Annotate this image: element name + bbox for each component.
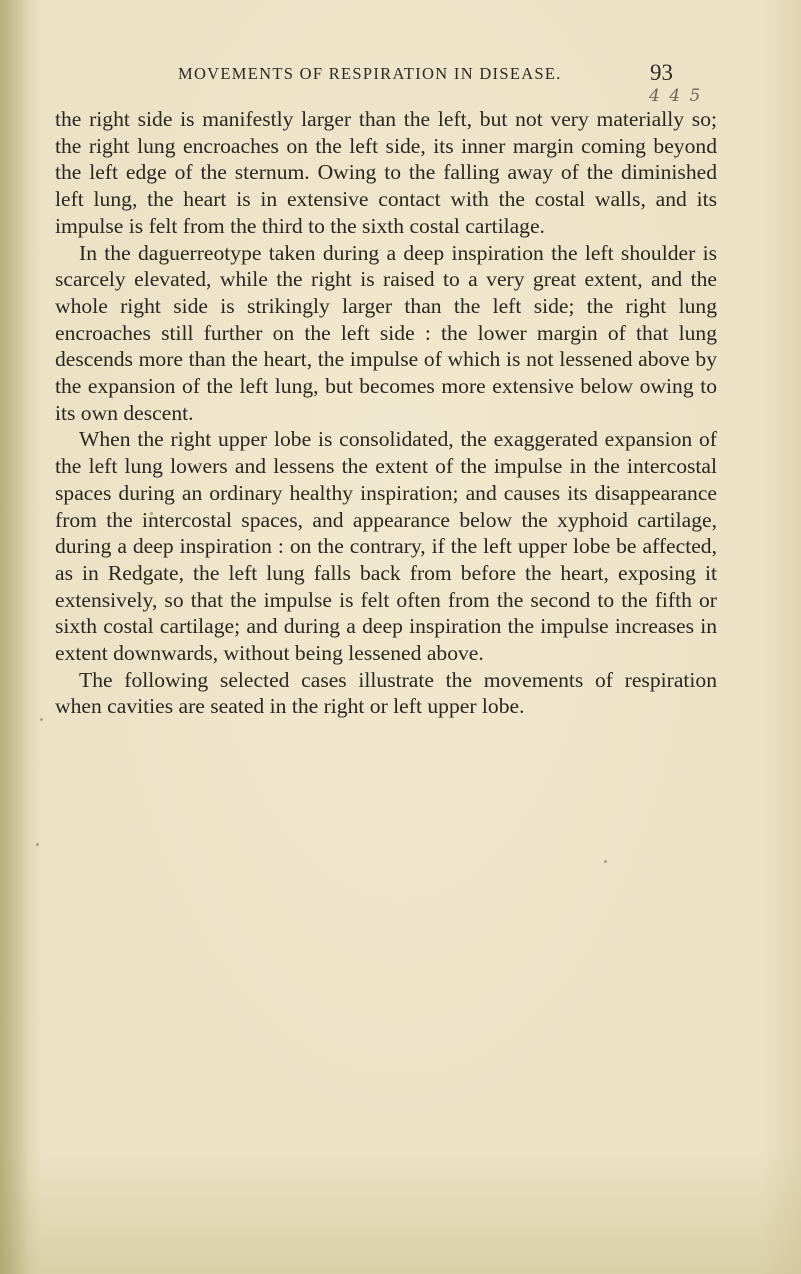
paragraph: In the daguerreotype taken during a deep inspiration the left shoulder is scarcely elevated, while the right is raised to a very great extent, and the whole right side is strikingly larger than the left side; the right lung encroaches still further on the left side : the lower margin of that lung descends more than the heart, the impulse of which is not lessened above by the expansion of the left lung, but becomes more extensive below owing to its own descent.	[55, 240, 717, 425]
paper-speck	[150, 512, 153, 515]
running-head: MOVEMENTS OF RESPIRATION IN DISEASE.	[178, 64, 562, 83]
body-text	[55, 106, 717, 720]
paper-speck	[36, 843, 39, 846]
paragraph-continued: the right side is manifestly larger than the left, but not very materially so; the right lung encroaches on the left side, its inner margin coming beyond the left edge of the sternum. Owing to the falling away of the diminished left lung, the heart is in extensive contact with the costal walls, and its impulse is felt from the third to the sixth costal cartilage.	[55, 107, 717, 238]
page-edge-stain	[0, 0, 42, 1274]
paper-speck	[604, 860, 607, 863]
handwritten-annotation: 4 4 5	[649, 86, 703, 106]
page-number: 93	[650, 60, 673, 85]
paper-speck	[40, 718, 43, 721]
page-header	[0, 60, 801, 106]
paragraph: The following selected cases illustrate the movements of respiration when cavities are seated in the right or left upper lobe.	[55, 667, 717, 719]
paragraph: When the right upper lobe is consolidated, the exaggerated expansion of the left lung lowers and lessens the extent of the impulse in the intercostal spaces during an ordinary healthy inspiration; and causes its disappearance from the intercostal spaces, and appearance below the xyphoid cartilage, during a deep inspiration : on the contrary, if the left upper lobe be affected, as in Redgate, the left lung falls back from before the heart, exposing it extensively, so that the impulse is felt often from the second to the fifth or sixth costal cartilage; and during a deep inspiration the impulse increases in extent downwards, without being lessened above.	[55, 427, 717, 666]
